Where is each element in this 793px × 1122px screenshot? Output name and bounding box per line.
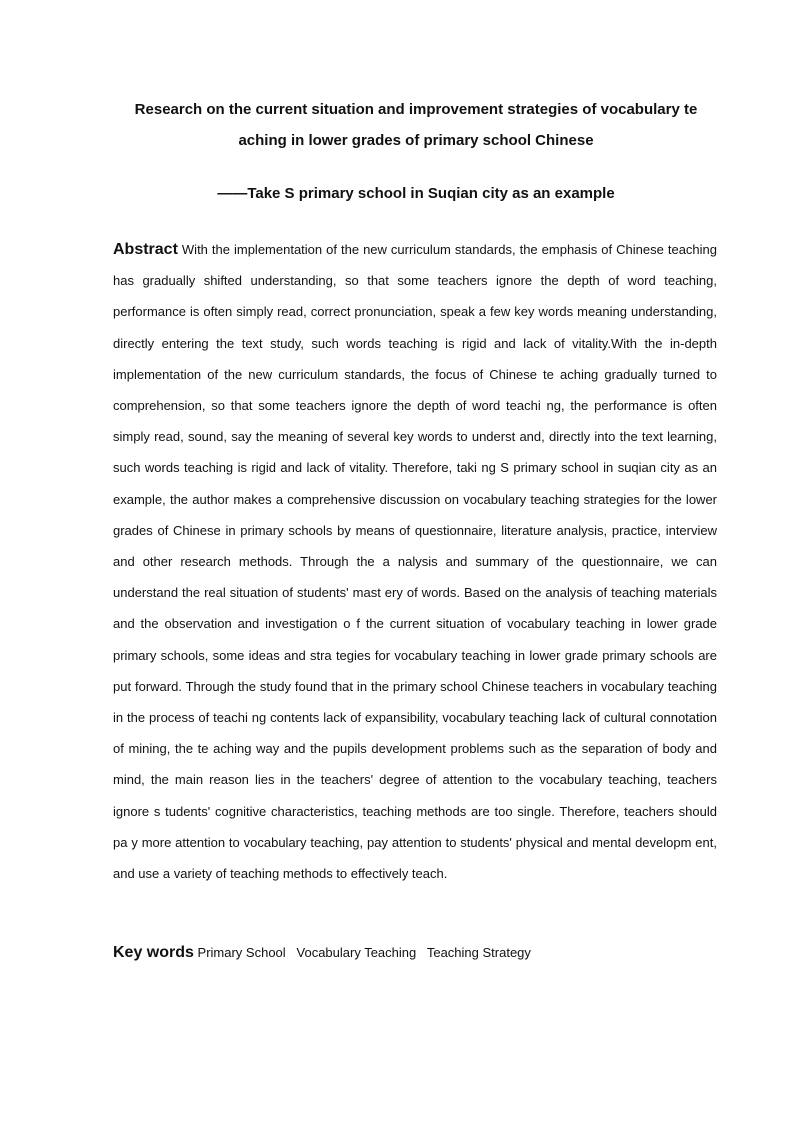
title-line-2: aching in lower grades of primary school Chinese — [238, 132, 594, 149]
subtitle: ——Take S primary school in Suqian city as an example — [217, 185, 615, 202]
abstract-text: With the implementation of the new curriculum standards, the emphasis of Chinese teaching has gradually shifted understanding, so that some teachers ignore the depth of word teaching, performance is often simply read, correct pronunciation, speak a few key words meaning understanding, directly entering the text study, such words teaching is rigid and lack of vitality.With the in-depth implementation of the new curriculum standards, the focus of Chinese te aching gradually turned to comprehension, so that some teachers ignore the depth of word teachi ng, the performance is often simply read, sound, say the meaning of several key words to underst and, directly into the text learning, such words teaching is rigid and lack of vitality. Therefore, taki ng S primary school in suqian city as an example, the author makes a comprehensive discussion on vocabulary teaching strategies for the lower grades of Chinese in primary schools by means of questionnaire, literature analysis, practice, interview and other research methods. Through the a nalysis and summary of the questionnaire, we can understand the real situation of students' mast ery of words. Based on the analysis of teaching materials and the observation and investigation o f the current situation of vocabulary teaching in lower grade primary schools, some ideas and stra tegies for vocabulary teaching in lower grade primary schools are put forward. Through the study found that in the primary school Chinese teachers in vocabulary teaching in the process of teachi ng contents lack of expansibility, vocabulary teaching lack of cultural connotation of mining, the te aching way and the pupils development problems such as the separation of body and mind, the main reason lies in the teachers' degree of attention to the vocabulary teaching, teachers ignore s tudents' cognitive characteristics, teaching methods are too single. Therefore, teachers should pa y more attention to vocabulary teaching, pay attention to students' physical and mental developm ent, and use a variety of teaching methods to effectively teach. — [113, 242, 717, 882]
abstract-label: Abstract — [113, 241, 178, 258]
abstract-paragraph — [113, 234, 717, 889]
keywords-paragraph — [113, 941, 717, 965]
keywords-label: Key words — [113, 944, 194, 961]
title-line-1: Research on the current situation and improvement strategies of vocabulary te — [134, 101, 698, 118]
keywords-text: Primary School Vocabulary Teaching Teaching Strategy — [193, 945, 531, 960]
